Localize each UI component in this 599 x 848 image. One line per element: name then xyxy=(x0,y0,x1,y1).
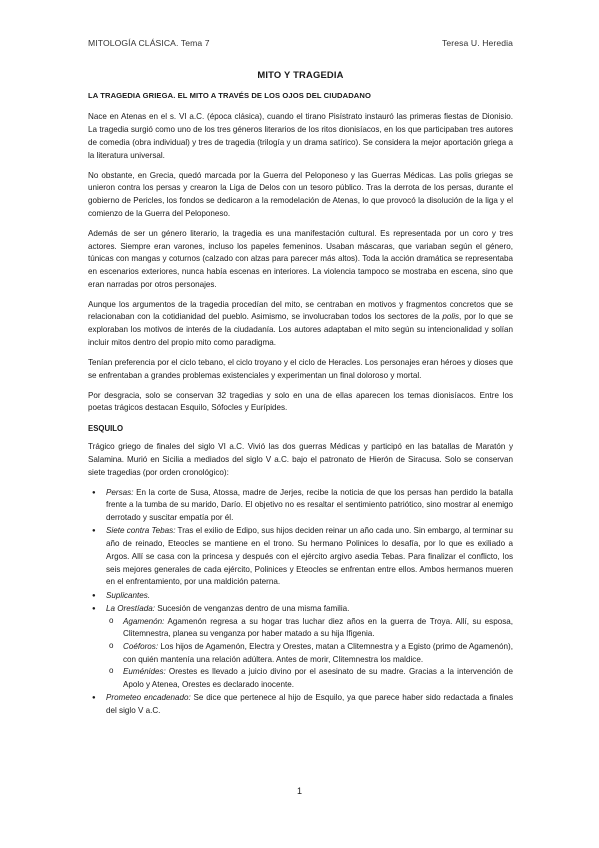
work-title: Euménides: xyxy=(123,667,166,677)
header-course-title: MITOLOGÍA CLÁSICA. Tema 7 xyxy=(88,38,210,48)
list-item xyxy=(88,692,513,717)
paragraph: Por desgracia, solo se conservan 32 tragedias y solo en una de ellas aparecen los temas dionisíacos. Entre los poetas trágicos destacan Esquilo, Sófocles y Eurípides. xyxy=(88,390,513,413)
paragraph: No obstante, en Grecia, quedó marcada por la Guerra del Peloponeso y las Guerras Médicas. Las polis griegas se unieron contra los persas y crearon la Liga de Delos con un tesoro público. Tras la derrota de los persas, durante el gobierno de Pericles, los fondos se dedicaron a la remodelación de Atenas, lo que provocó la disolución de la liga y el comienzo de la Guerra del Peloponeso. xyxy=(88,170,513,218)
list-item xyxy=(88,590,513,603)
section-heading-esquilo: ESQUILO xyxy=(88,423,124,433)
work-title: Persas: xyxy=(106,487,134,497)
tragedies-list xyxy=(88,487,513,718)
list-item xyxy=(88,603,513,692)
work-title: Suplicantes. xyxy=(106,590,151,600)
work-title: Coéforos: xyxy=(123,641,159,651)
work-title: Siete contra Tebas: xyxy=(106,526,176,536)
work-description: Tras el exilio de Edipo, sus hijos deciden reinar un año cada uno. Sin embargo, al terminar su año de reinado, Eteocles se mantiene en el trono. Su hermano Polinices lo desafía, por lo que es exiliado a Argos. Allí se casa con la princesa y después con el ejército argivo asedia Tebas. Para finalizar el conflicto, los seis mejores generales de cada ejército, Polinices y Eteocles se enfrentan entre ellos. Ambos hermanos mueren en el enfrentamiento, por una maldición paterna. xyxy=(106,526,513,587)
list-item xyxy=(88,487,513,525)
header-author: Teresa U. Heredia xyxy=(442,38,513,48)
sublist-item xyxy=(106,616,513,641)
orestiada-sublist xyxy=(106,616,513,692)
paragraph: Nace en Atenas en el s. VI a.C. (época clásica), cuando el tirano Pisístrato instauró las primeras fiestas de Dionisio. La tragedia surgió como uno de los tres géneros literarios de los ritos dionisíacos, en los que participaban tres autores de comedia (obra individual) y tres de tragedia (trilogía y un drama satírico). Se considera la mejor aportación griega a la literatura universal. xyxy=(88,112,513,160)
page-number: 1 xyxy=(296,786,302,796)
work-title: Prometeo encadenado: xyxy=(106,693,191,703)
page-body xyxy=(88,69,513,718)
work-description: Sucesión de venganzas dentro de una misma familia. xyxy=(155,603,350,613)
work-title: La Orestíada: xyxy=(106,603,156,613)
section-heading-tragedia: LA TRAGEDIA GRIEGA. EL MITO A TRAVÉS DE LOS OJOS DEL CIUDADANO xyxy=(88,90,371,100)
paragraph: Además de ser un género literario, la tragedia es una manifestación cultural. Es representada por un coro y tres actores. Siempre eran varones, incluso los papeles femeninos. Usaban máscaras, que variaban según el género, túnicas con mangas y coturnos (calzado con alzas para parecer más altos). Toda la acción dramática se representaba en escenarios exteriores, nunca había escenas en interiores. La violencia tampoco se mostraba en escena, sino que eran narradas por otros personajes. xyxy=(88,228,513,289)
document-title: MITO Y TRAGEDIA xyxy=(257,69,344,80)
italic-term: polis xyxy=(442,312,460,322)
sublist-item xyxy=(106,641,513,666)
paragraph: Trágico griego de finales del siglo VI a.C. Vivió las dos guerras Médicas y participó en las batallas de Maratón y Salamina. Murió en Sicilia a mediados del siglo V a.C. bajo el patronato de Hierón de Siracusa. Solo se conservan siete tragedias (por orden cronológico): xyxy=(88,442,513,477)
paragraph-text: Aunque los argumentos de la tragedia procedían del mito, se centraban en motivos y fragmentos concretos que se relacionaban con la cotidianidad del pueblo. Asimismo, se involucraban todos los sectores de la polis, por lo que se exploraban los motivos de interés de la ciudadanía. Los autores adaptaban el mito según su intencionalidad y solían incluir mitos dentro del propio mito como paradigma. xyxy=(88,299,513,347)
work-description: Agamenón regresa a su hogar tras luchar diez años en la guerra de Troya. Allí, su esposa, Clitemnestra, planea su venganza por haber matado a su hija Ifigenia. xyxy=(123,616,513,639)
work-description: Los hijos de Agamenón, Electra y Orestes, matan a Clitemnestra y a Egisto (primo de Agamenón), con quién mantenía una relación adúltera. Antes de morir, Clitemnestra los maldice. xyxy=(123,641,513,664)
work-description: Se dice que pertenece al hijo de Esquilo, ya que parece haber sido redactada a finales del siglo V a.C. xyxy=(106,693,513,716)
paragraph: Tenían preferencia por el ciclo tebano, el ciclo troyano y el ciclo de Heracles. Los personajes eran héroes y dioses que se enfrentaban a grandes problemas existenciales y experimentan un final doloroso y mortal. xyxy=(88,357,513,380)
sublist-item xyxy=(106,666,513,691)
list-item xyxy=(88,525,513,589)
work-title: Agamenón: xyxy=(123,616,165,626)
work-description: En la corte de Susa, Atossa, madre de Jerjes, recibe la noticia de que los persas han perdido la batalla frente a la tumba de su marido, Darío. El objetivo no es resaltar el sentimiento patriótico, sino mostrar al enemigo derrotado y suscitar empatía por él. xyxy=(106,487,513,523)
work-description: Orestes es llevado a juicio divino por el asesinato de su madre. Gracias a la intervención de Apolo y Atenea, Orestes es declarado inocente. xyxy=(123,667,513,690)
paragraph-polis xyxy=(88,299,513,350)
